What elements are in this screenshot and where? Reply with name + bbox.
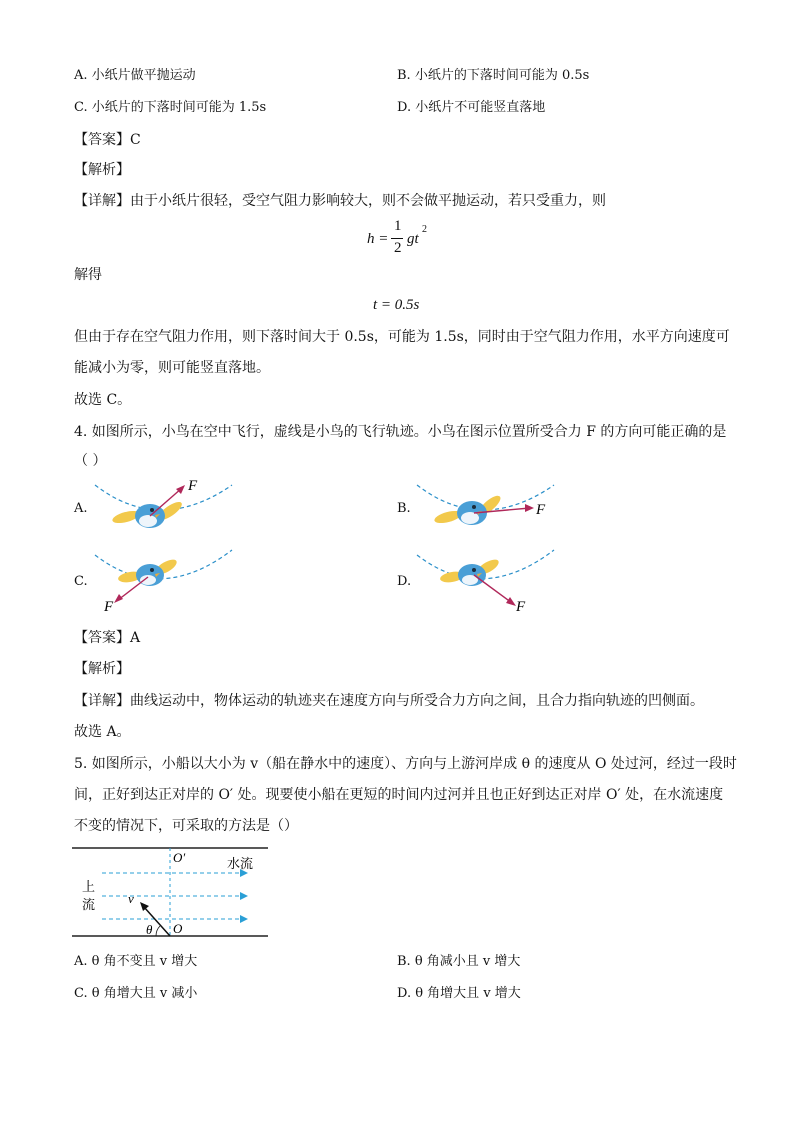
q3-option-a: A. 小纸片做平抛运动 <box>74 68 196 83</box>
q5-option-c: C. θ 角增大且 v 减小 <box>74 986 198 1001</box>
q4-label-b: B. <box>397 501 411 516</box>
label-o: O <box>173 921 183 936</box>
label-theta: θ <box>146 922 153 937</box>
force-label: F <box>536 502 546 518</box>
bird-icon <box>111 499 184 528</box>
force-label: F <box>188 478 198 494</box>
q5-option-a: A. θ 角不变且 v 增大 <box>74 954 198 969</box>
force-label: F <box>104 599 114 615</box>
q4-figure-a <box>90 475 240 540</box>
force-label: F <box>516 599 526 615</box>
q5-stem-line-2: 间，正好到达正对岸的 O′ 处。现要使小船在更短的时间内过河并且也正好到达正对岸 O′ 处，在水流速度 <box>74 787 724 803</box>
trajectory-line <box>95 485 232 510</box>
q3-paragraph-2: 能减小为零，则可能竖直落地。 <box>74 360 270 376</box>
q3-option-c: C. 小纸片的下落时间可能为 1.5s <box>74 100 267 115</box>
formula-lhs: h = <box>367 231 389 247</box>
water-flow-arrows <box>102 869 248 923</box>
q4-stem-line-2: （ ） <box>74 453 107 469</box>
q5-option-b: B. θ 角减小且 v 增大 <box>397 954 521 969</box>
q3-choose: 故选 C。 <box>74 392 132 408</box>
q4-figure-b <box>412 475 562 540</box>
q3-option-d: D. 小纸片不可能竖直落地 <box>397 100 546 115</box>
q4-figure-d <box>412 545 562 617</box>
q3-result: t = 0.5s <box>373 297 420 313</box>
q3-analysis-heading: 【解析】 <box>74 162 130 178</box>
label-water-flow: 水流 <box>227 856 254 871</box>
q5-river-figure <box>72 845 272 940</box>
label-upstream-2: 流 <box>82 897 96 912</box>
q4-choose: 故选 A。 <box>74 724 131 740</box>
q4-label-c: C. <box>74 574 88 589</box>
q3-detail: 【详解】由于小纸片很轻，受空气阻力影响较大，则不会做平抛运动，若只受重力，则 <box>74 193 606 209</box>
q4-detail: 【详解】曲线运动中，物体运动的轨迹夹在速度方向与所受合力方向之间，且合力指向轨迹的凹侧面。 <box>74 693 704 709</box>
q3-option-b: B. 小纸片的下落时间可能为 0.5s <box>397 68 590 83</box>
q5-option-d: D. θ 角增大且 v 增大 <box>397 986 521 1001</box>
q4-label-a: A. <box>74 501 88 516</box>
label-v: v <box>128 891 134 906</box>
bird-icon <box>433 493 503 526</box>
formula-exponent: 2 <box>422 224 427 235</box>
q5-stem-line-3: 不变的情况下，可采取的方法是（） <box>74 818 298 834</box>
formula-rhs: gt <box>407 231 419 247</box>
fraction-bar <box>391 238 403 239</box>
q4-figure-c <box>90 545 240 617</box>
q4-answer: 【答案】A <box>74 630 141 646</box>
label-upstream-1: 上 <box>82 879 96 894</box>
formula-denominator: 2 <box>394 240 402 256</box>
bird-icon <box>439 557 501 586</box>
q3-answer: 【答案】C <box>74 132 141 148</box>
q3-paragraph-1: 但由于存在空气阻力作用，则下落时间大于 0.5s，可能为 1.5s，同时由于空气阻力作用，水平方向速度可 <box>74 329 730 345</box>
q3-solve-label: 解得 <box>74 267 102 283</box>
q5-stem-line-1: 5. 如图所示，小船以大小为 v（船在静水中的速度）、方向与上游河岸成 θ 的速度从 O 处过河，经过一段时 <box>74 756 737 772</box>
force-arrow-icon <box>474 575 516 606</box>
label-o-prime: O′ <box>173 850 186 865</box>
bird-icon <box>117 557 179 586</box>
theta-arc <box>156 926 160 936</box>
formula-numerator: 1 <box>394 218 402 234</box>
q4-stem-line-1: 4. 如图所示，小鸟在空中飞行，虚线是小鸟的飞行轨迹。小鸟在图示位置所受合力 F 的方向可能正确的是 <box>74 424 727 440</box>
q4-label-d: D. <box>397 574 412 589</box>
q3-formula <box>367 218 447 262</box>
q4-analysis-heading: 【解析】 <box>74 661 130 677</box>
